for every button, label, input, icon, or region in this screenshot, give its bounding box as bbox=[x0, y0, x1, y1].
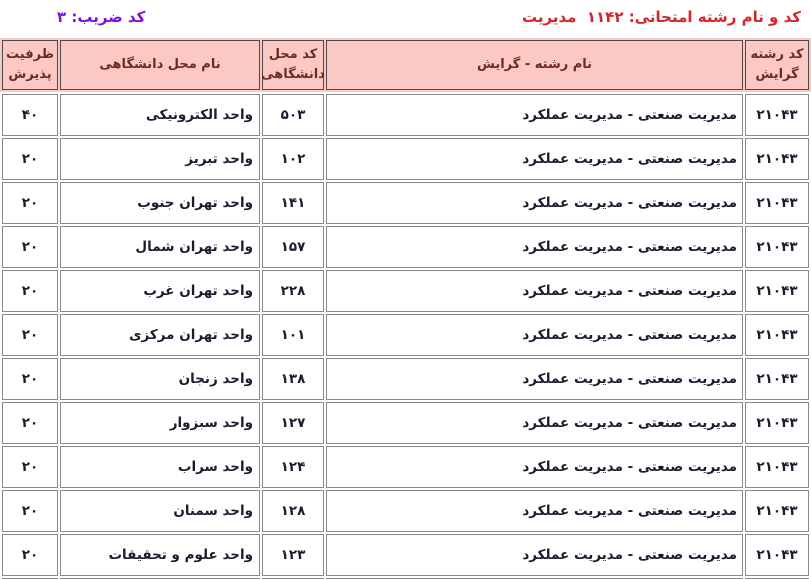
major-name-cell: مدیریت صنعتی - مدیریت عملکرد bbox=[326, 402, 743, 444]
header-major-name bbox=[326, 40, 743, 90]
table-row bbox=[2, 138, 809, 180]
unit-code-cell: ۱۴۱ bbox=[262, 182, 324, 224]
capacity-cell: ۲۰ bbox=[2, 226, 58, 268]
coefficient-code-label: کد ضریب: ۳ bbox=[57, 8, 146, 26]
table-row bbox=[2, 182, 809, 224]
header-major-code bbox=[745, 40, 809, 90]
capacity-cell: ۲۰ bbox=[2, 182, 58, 224]
unit-name-cell: واحد سراب bbox=[60, 446, 260, 488]
major-name-cell: مدیریت صنعتی - مدیریت عملکرد bbox=[326, 314, 743, 356]
major-code-cell: ۲۱۰۴۳ bbox=[745, 226, 809, 268]
header-unit-code bbox=[262, 40, 324, 90]
capacity-cell: ۲۰ bbox=[2, 270, 58, 312]
unit-code-cell: ۲۲۸ bbox=[262, 270, 324, 312]
table-row bbox=[2, 534, 809, 576]
unit-name-cell: واحد تبریز bbox=[60, 138, 260, 180]
major-name-cell: مدیریت صنعتی - مدیریت عملکرد bbox=[326, 534, 743, 576]
title-bar bbox=[0, 0, 811, 38]
table-row bbox=[2, 490, 809, 532]
major-name-cell: مدیریت صنعتی - مدیریت عملکرد bbox=[326, 138, 743, 180]
unit-code-cell: ۱۰۱ bbox=[262, 314, 324, 356]
capacity-cell: ۲۰ bbox=[2, 534, 58, 576]
header-major-name-label: نام رشته - گرایش bbox=[476, 57, 593, 72]
header-capacity-line2: پذیرش bbox=[8, 67, 52, 82]
header-unit-code-line1: کد محل bbox=[268, 47, 318, 62]
major-code-cell: ۲۱۰۴۳ bbox=[745, 534, 809, 576]
capacity-cell: ۲۰ bbox=[2, 446, 58, 488]
capacity-cell: ۲۰ bbox=[2, 490, 58, 532]
major-name-cell: مدیریت صنعتی - مدیریت عملکرد bbox=[326, 446, 743, 488]
header-major-code-line1: کد رشته bbox=[750, 47, 804, 62]
header-unit-code-line2: دانشگاهی bbox=[261, 67, 325, 82]
unit-code-cell: ۱۲۷ bbox=[262, 402, 324, 444]
header-major-code-line2: گرایش bbox=[755, 67, 799, 82]
unit-code-cell: ۱۲۴ bbox=[262, 446, 324, 488]
unit-name-cell: واحد علوم و تحقیقات bbox=[60, 534, 260, 576]
major-name-cell: مدیریت صنعتی - مدیریت عملکرد bbox=[326, 94, 743, 136]
unit-code-cell: ۱۵۷ bbox=[262, 226, 324, 268]
major-code-cell: ۲۱۰۴۳ bbox=[745, 358, 809, 400]
unit-code-cell: ۱۲۸ bbox=[262, 490, 324, 532]
unit-name-cell: واحد سبزوار bbox=[60, 402, 260, 444]
unit-name-cell: واحد تهران جنوب bbox=[60, 182, 260, 224]
major-name-cell: مدیریت صنعتی - مدیریت عملکرد bbox=[326, 182, 743, 224]
unit-code-cell: ۱۰۲ bbox=[262, 138, 324, 180]
major-code-cell: ۲۱۰۴۳ bbox=[745, 182, 809, 224]
header-capacity-line1: ظرفیت bbox=[6, 47, 54, 62]
major-name-cell: مدیریت صنعتی - مدیریت عملکرد bbox=[326, 358, 743, 400]
table-row bbox=[2, 270, 809, 312]
unit-name-cell: واحد سمنان bbox=[60, 490, 260, 532]
table-row bbox=[2, 402, 809, 444]
table-header-row bbox=[0, 38, 811, 92]
capacity-cell: ۴۰ bbox=[2, 94, 58, 136]
unit-name-cell: واحد تهران شمال bbox=[60, 226, 260, 268]
table-row bbox=[2, 314, 809, 356]
table-row bbox=[2, 94, 809, 136]
header-capacity bbox=[2, 40, 58, 90]
major-code-cell: ۲۱۰۴۳ bbox=[745, 138, 809, 180]
capacity-cell: ۲۰ bbox=[2, 358, 58, 400]
capacity-cell: ۲۰ bbox=[2, 138, 58, 180]
header-unit-name bbox=[60, 40, 260, 90]
table-row bbox=[2, 358, 809, 400]
capacity-cell: ۲۰ bbox=[2, 402, 58, 444]
table-row bbox=[2, 446, 809, 488]
major-code-cell: ۲۱۰۴۳ bbox=[745, 314, 809, 356]
table-row bbox=[2, 226, 809, 268]
unit-name-cell: واحد الکترونیکی bbox=[60, 94, 260, 136]
major-code-cell: ۲۱۰۴۳ bbox=[745, 94, 809, 136]
major-name-cell: مدیریت صنعتی - مدیریت عملکرد bbox=[326, 226, 743, 268]
header-unit-name-label: نام محل دانشگاهی bbox=[99, 57, 221, 72]
unit-code-cell: ۵۰۳ bbox=[262, 94, 324, 136]
unit-name-cell: واحد تهران غرب bbox=[60, 270, 260, 312]
unit-name-cell: واحد زنجان bbox=[60, 358, 260, 400]
major-code-cell: ۲۱۰۴۳ bbox=[745, 270, 809, 312]
major-code-cell: ۲۱۰۴۳ bbox=[745, 402, 809, 444]
major-code-cell: ۲۱۰۴۳ bbox=[745, 490, 809, 532]
unit-code-cell: ۱۳۸ bbox=[262, 358, 324, 400]
table-body bbox=[0, 94, 811, 576]
major-name-cell: مدیریت صنعتی - مدیریت عملکرد bbox=[326, 270, 743, 312]
major-name-cell: مدیریت صنعتی - مدیریت عملکرد bbox=[326, 490, 743, 532]
unit-code-cell: ۱۲۳ bbox=[262, 534, 324, 576]
unit-name-cell: واحد تهران مرکزی bbox=[60, 314, 260, 356]
capacity-cell: ۲۰ bbox=[2, 314, 58, 356]
major-code-cell: ۲۱۰۴۳ bbox=[745, 446, 809, 488]
exam-field-title: کد و نام رشته امتحانی: ۱۱۴۲ مدیریت bbox=[522, 8, 801, 26]
